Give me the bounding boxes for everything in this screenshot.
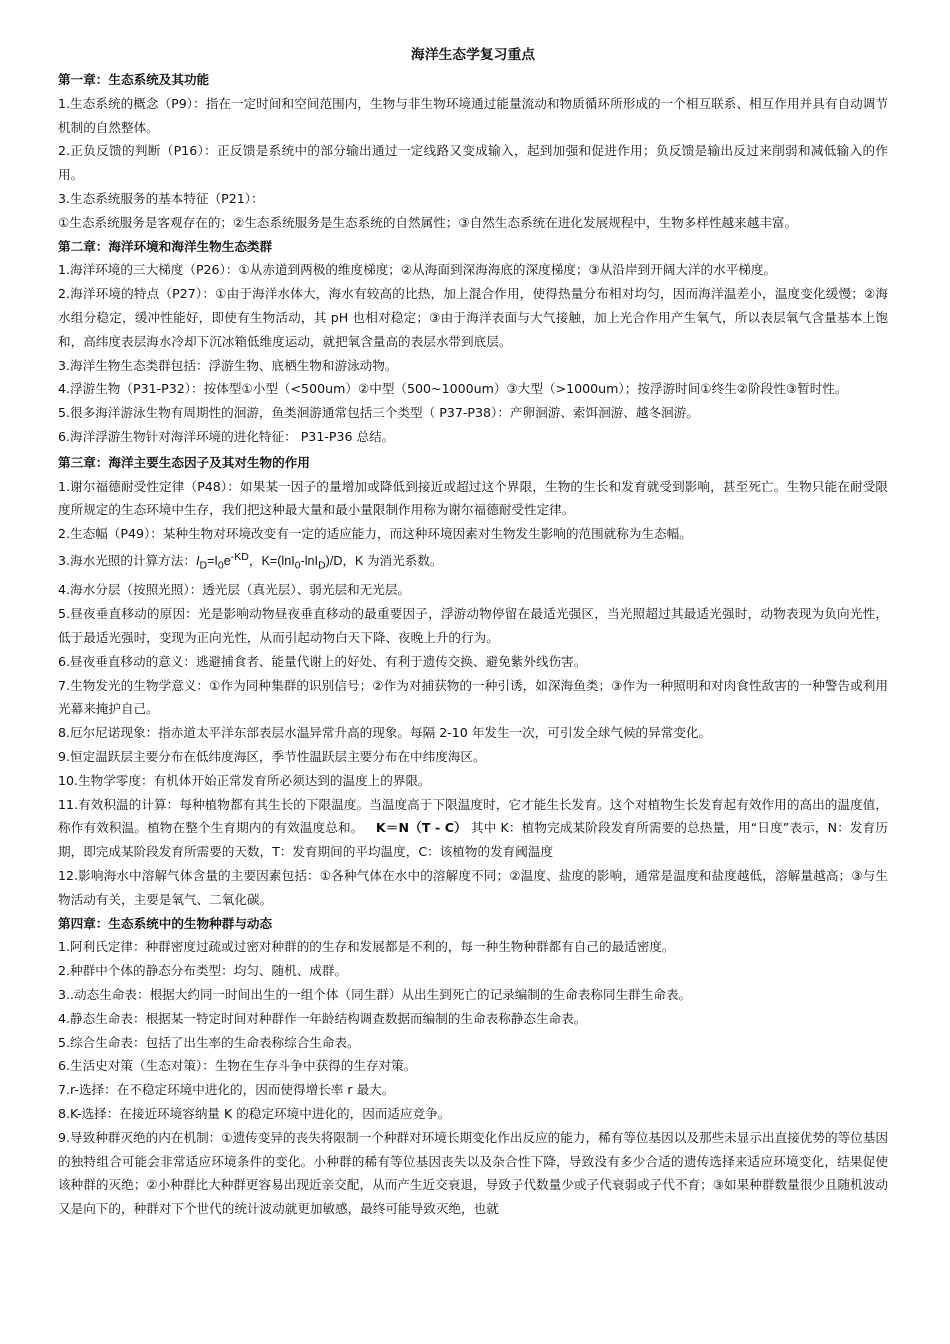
chapter-4-item-6: 6.生活史对策（生态对策）：生物在生存斗争中获得的生存对策。 xyxy=(58,1058,417,1074)
chapter-1-item-3-detail: ①生态系统服务是客观存在的；②生态系统服务是生态系统的自然属性；③自然生态系统在进化发展规程中，生物多样性越来越丰富。 xyxy=(58,214,798,230)
formula-sub-0b: 0 xyxy=(294,559,301,572)
chapter-4-item-3: 3..动态生命表：根据大约同一时间出生的一组个体（同生群）从出生到死亡的记录编制的生命表称同生群生命表。 xyxy=(58,986,692,1002)
chapter-3-item-6: 6.昼夜垂直移动的意义：逃避捕食者、能量代谢上的好处、有利于遗传交换、避免紫外线伤害。 xyxy=(58,653,587,669)
effective-temperature-formula: K＝N（T - C） xyxy=(375,820,467,836)
chapter-4-item-9: 9.导致种群灭绝的内在机制：①遗传变异的丧失将限制一个种群对环境长期变化作出反应的能力，稀有等位基因以及那些未显示出直接优势的等位基因的独特组合可能会非常适应环境条件的变化。小种群的稀有等位基因丧失以及杂合性下降，导致没有多少合适的遗传选择来适应环境变化，结果促使该种群的灭绝；②小种群比大种群更容易出现近亲交配，从而产生近交衰退，导致子代数量少或子代衰弱或子代不育；③如果种群数量很少且随机波动又是向下的，种群对下个世代的统计波动就更加敏感，最终可能导致灭绝，也就 xyxy=(58,1129,888,1217)
formula-exponent: -KD xyxy=(230,550,249,563)
formula-prefix: 3.海水光照的计算方法： xyxy=(58,553,196,569)
chapter-4-item-4: 4.静态生命表：根据某一特定时间对种群作一年龄结构调查数据而编制的生命表称静态生命表。 xyxy=(58,1010,587,1026)
formula-sep: ， xyxy=(248,554,262,569)
chapter-3-item-12: 12.影响海水中溶解气体含量的主要因素包括：①各种气体在水中的溶解度不同；②温度、盐度的影响，通常是温度和盐度越低，溶解量越高；③与生物活动有关，主要是氧气、二氧化碳。 xyxy=(58,868,888,907)
formula-sub-db: D xyxy=(318,559,326,572)
formula-sub-0: 0 xyxy=(217,559,224,572)
formula-var-i: I xyxy=(195,554,200,569)
chapter-2-item-4: 4.浮游生物（P31-P32）：按体型①小型（<500um）②中型（500~1000um）③大型（>1000um）；按浮游时间①终生②阶段性③暂时性。 xyxy=(58,381,848,397)
chapter-2-item-1: 1.海洋环境的三大梯度（P26）：①从赤道到两极的维度梯度；②从海面到深海海底的深度梯度；③从沿岸到开阔大洋的水平梯度。 xyxy=(58,262,777,278)
chapter-4-item-8: 8.K-选择：在接近环境容纳量 K 的稳定环境中进化的，因而适应竞争。 xyxy=(58,1105,451,1121)
chapter-3-item-4: 4.海水分层（按照光照）：透光层（真光层）、弱光层和无光层。 xyxy=(58,582,411,598)
chapter-4-item-2: 2.种群中个体的静态分布类型：均匀、随机、成群。 xyxy=(58,963,348,979)
chapter-2-item-5: 5.很多海洋游泳生物有周期性的洄游，鱼类洄游通常包括三个类型（ P37-P38）：产卵洄游、索饵洄游、越冬洄游。 xyxy=(58,405,699,421)
chapter-3-item-11 xyxy=(58,793,888,864)
chapter-1-item-3: 3.生态系统服务的基本特征（P21）： xyxy=(58,190,264,206)
chapter-3-item-1: 1.谢尔福德耐受性定律（P48）：如果某一因子的量增加或降低到接近或超过这个界限，生物的生长和发育就受到影响，甚至死亡。生物只能在耐受限度所规定的生态环境中生存，我们把这种最大量和最小量限制作用称为谢尔福德耐受性定律。 xyxy=(58,478,888,518)
chapter-3-heading: 第三章：海洋主要生态因子及其对生物的作用 xyxy=(58,454,310,470)
chapter-2-item-6: 6.海洋浮游生物针对海洋环境的进化特征： P31-P36 总结。 xyxy=(58,428,395,444)
formula-sub-d: D xyxy=(199,559,208,572)
chapter-2-heading: 第二章：海洋环境和海洋生物生态类群 xyxy=(58,238,273,254)
chapter-4-item-7: 7.r-选择：在不稳定环境中进化的，因而使得增长率 r 最大。 xyxy=(58,1082,395,1098)
chapter-3-item-2: 2.生态幅（P49）：某种生物对环境改变有一定的适应能力，而这种环境因素对生物发生影响的范围就称为生态幅。 xyxy=(58,526,692,542)
formula-k-post: )/D，K 为消光系数。 xyxy=(325,554,443,569)
formula-k-pre: K=(lnI xyxy=(261,554,295,569)
chapter-2-item-3: 3.海洋生物生态类群包括：浮游生物、底栖生物和游泳动物。 xyxy=(58,357,398,373)
chapter-3-item-10: 10.生物学零度：有机体开始正常发育所必须达到的温度上的界限。 xyxy=(58,772,431,788)
chapter-4-heading: 第四章：生态系统中的生物种群与动态 xyxy=(58,915,273,931)
chapter-4-item-1: 1.阿利氏定律：种群密度过疏或过密对种群的的生存和发展都是不利的，每一种生物种群都有自己的最适密度。 xyxy=(58,939,675,955)
item-11-text: 11.有效积温的计算：每种植物都有其生长的下限温度。当温度高于下限温度时，它才能生长发育。这个对植物生长发育起有效作用的高出的温度值，称作有效积温。植物在整个生育期内的有效温度总和。 xyxy=(58,796,888,836)
chapter-3-item-3 xyxy=(58,546,888,579)
chapter-3-item-7: 7.生物发光的生物学意义：①作为同种集群的识别信号；②作为对捕获物的一种引诱，如深海鱼类；③作为一种照明和对肉食性敌害的一种警告或利用光幕来掩护自己。 xyxy=(58,677,888,717)
chapter-1-heading: 第一章：生态系统及其功能 xyxy=(58,72,210,87)
item-11-explanation: 其中 K：植物完成某阶段发育所需要的总热量，用“日度”表示，N：发育历期，即完成某阶段发育所需要的天数，T：发育期间的平均温度，C：该植物的发育阈温度 xyxy=(58,820,888,860)
chapter-1-item-1: 1.生态系统的概念（P9）：指在一定时间和空间范围内，生物与非生物环境通过能量流动和物质循环所形成的一个相互联系、相互作用并具有自动调节机制的自然整体。 xyxy=(58,95,888,135)
formula-eq: =I xyxy=(207,554,218,569)
light-formula xyxy=(195,550,443,572)
document-title: 海洋生态学复习重点 xyxy=(410,47,536,63)
chapter-1-item-2: 2.正负反馈的判断（P16）：正反馈是系统中的部分输出通过一定线路又变成输入，起到加强和促进作用；负反馈是输出反过来削弱和减低输入的作用。 xyxy=(58,143,888,183)
chapter-3-item-5: 5.昼夜垂直移动的原因：光是影响动物昼夜垂直移动的最重要因子，浮游动物停留在最适光强区，当光照超过其最适光强时，动物表现为负向光性，低于最适光强时，变现为正向光性，从而引起动物白天下降、夜晚上升的行为。 xyxy=(58,606,888,646)
formula-exp-base: e xyxy=(223,554,231,569)
chapter-3-item-8: 8.厄尔尼诺现象：指赤道太平洋东部表层水温异常升高的现象。每隔 2-10 年发生一次，可引发全球气候的异常变化。 xyxy=(58,725,712,741)
formula-k-mid: -lnI xyxy=(300,554,319,569)
chapter-3-item-9: 9.恒定温跃层主要分布在低纬度海区，季节性温跃层主要分布在中纬度海区。 xyxy=(58,749,486,765)
chapter-4-item-5: 5.综合生命表：包括了出生率的生命表称综合生命表。 xyxy=(58,1034,360,1050)
chapter-2-item-2: 2.海洋环境的特点（P27）：①由于海洋水体大，海水有较高的比热，加上混合作用，使得热量分布相对均匀，因而海洋温差小，温度变化缓慢；②海水组分稳定，缓冲性能好，即使有生物活动，其 pH 也相对稳定；③由于海洋表面与大气接触，加上光合作用产生氧气，所以表层氧气含量基本上饱和，高纬度表层海水冷却下沉冰箱低维度运动，就把氧含量高的表层水带到底层。 xyxy=(58,286,888,349)
